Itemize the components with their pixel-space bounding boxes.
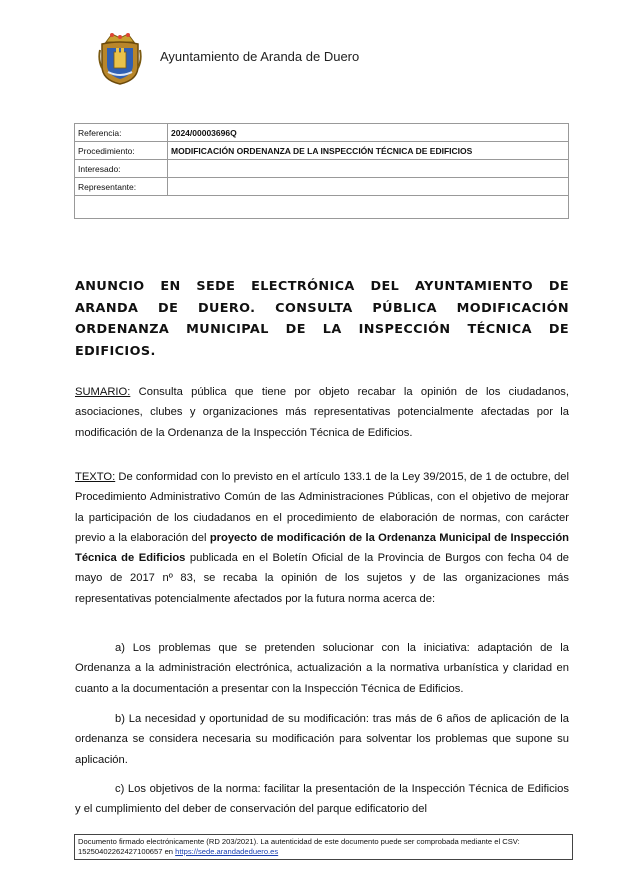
body-text-after: publicada en el Boletín Oficial de la Provincia de Burgos con fecha 04 de mayo de 2017 nº 83, se recaba la opinión de los sujetos y de las organizaciones más representativas potencialmente afectados por la futura norma acerca de:: [75, 552, 570, 605]
footer-text: Documento firmado electrónicamente (RD 203/2021). La autenticidad de este documento puede ser comprobada mediante el CSV: 15250402262427100657 en: [78, 837, 520, 856]
body-text-bold: proyecto de modificación de la Ordenanza Municipal de Inspección Técnica de Edificios: [75, 531, 569, 565]
interested-label: Interesado:: [75, 160, 168, 178]
list-item: b) La necesidad y oportunidad de su modificación: tras más de 6 años de aplicación de la ordenanza se considera necesaria su modificación para solventar los problemas que supone su aplicación.: [75, 713, 569, 766]
table-row: [75, 142, 569, 160]
procedure-value: MODIFICACIÓN ORDENANZA DE LA INSPECCIÓN TÉCNICA DE EDIFICIOS: [168, 142, 569, 160]
table-row: [75, 196, 569, 219]
representative-value: [168, 178, 569, 196]
table-row: [75, 178, 569, 196]
summary-paragraph: [75, 382, 569, 443]
empty-cell: [75, 196, 569, 219]
interested-value: [168, 160, 569, 178]
reference-label: Referencia:: [75, 124, 168, 142]
document-title: ANUNCIO EN SEDE ELECTRÓNICA DEL AYUNTAMIENTO DE ARANDA DE DUERO. CONSULTA PÚBLICA MODIFICACIÓN ORDENANZA MUNICIPAL DE LA INSPECCIÓN TÉCNICA DE EDIFICIOS.: [75, 279, 569, 359]
table-row: [75, 124, 569, 142]
verification-link[interactable]: https://sede.arandadeduero.es: [175, 847, 279, 856]
body-paragraph: [75, 467, 569, 609]
signature-footer: [74, 834, 573, 860]
reference-value: 2024/00003696Q: [168, 124, 569, 142]
summary-text: Consulta pública que tiene por objeto recabar la opinión de los ciudadanos, asociaciones, clubes y organizaciones más representativas potencialmente afectadas por la modificación de la Ordenanza de la Inspección Técnica de Edificios.: [75, 386, 569, 439]
list-item: c) Los objetivos de la norma: facilitar la presentación de la Inspección Técnica de Edificios y el cumplimiento del deber de conservación del parque edificatorio del: [75, 783, 569, 816]
organization-name: Ayuntamiento de Aranda de Duero: [160, 48, 360, 64]
document-header: [98, 28, 359, 86]
municipal-crest-icon: [98, 28, 142, 86]
record-metadata-table: [74, 123, 569, 219]
list-item: a) Los problemas que se pretenden solucionar con la iniciativa: adaptación de la Ordenanza a la administración electrónica, actualización a la normativa urbanística y claridad en cuanto a la documentación a presentar con la Inspección Técnica de Edificios.: [75, 642, 569, 695]
summary-label: SUMARIO:: [75, 386, 131, 398]
representative-label: Representante:: [75, 178, 168, 196]
body-text-before: De conformidad con lo previsto en el artículo 133.1 de la Ley 39/2015, de 1 de octubre, del Procedimiento Administrativo Común de las Administraciones Públicas, con el objetivo de mejorar la participación de los ciudadanos en el procedimiento de elaboración de normas, con carácter previo a la elaboración del: [75, 471, 569, 544]
body-label: TEXTO:: [75, 471, 116, 483]
table-row: [75, 160, 569, 178]
procedure-label: Procedimiento:: [75, 142, 168, 160]
